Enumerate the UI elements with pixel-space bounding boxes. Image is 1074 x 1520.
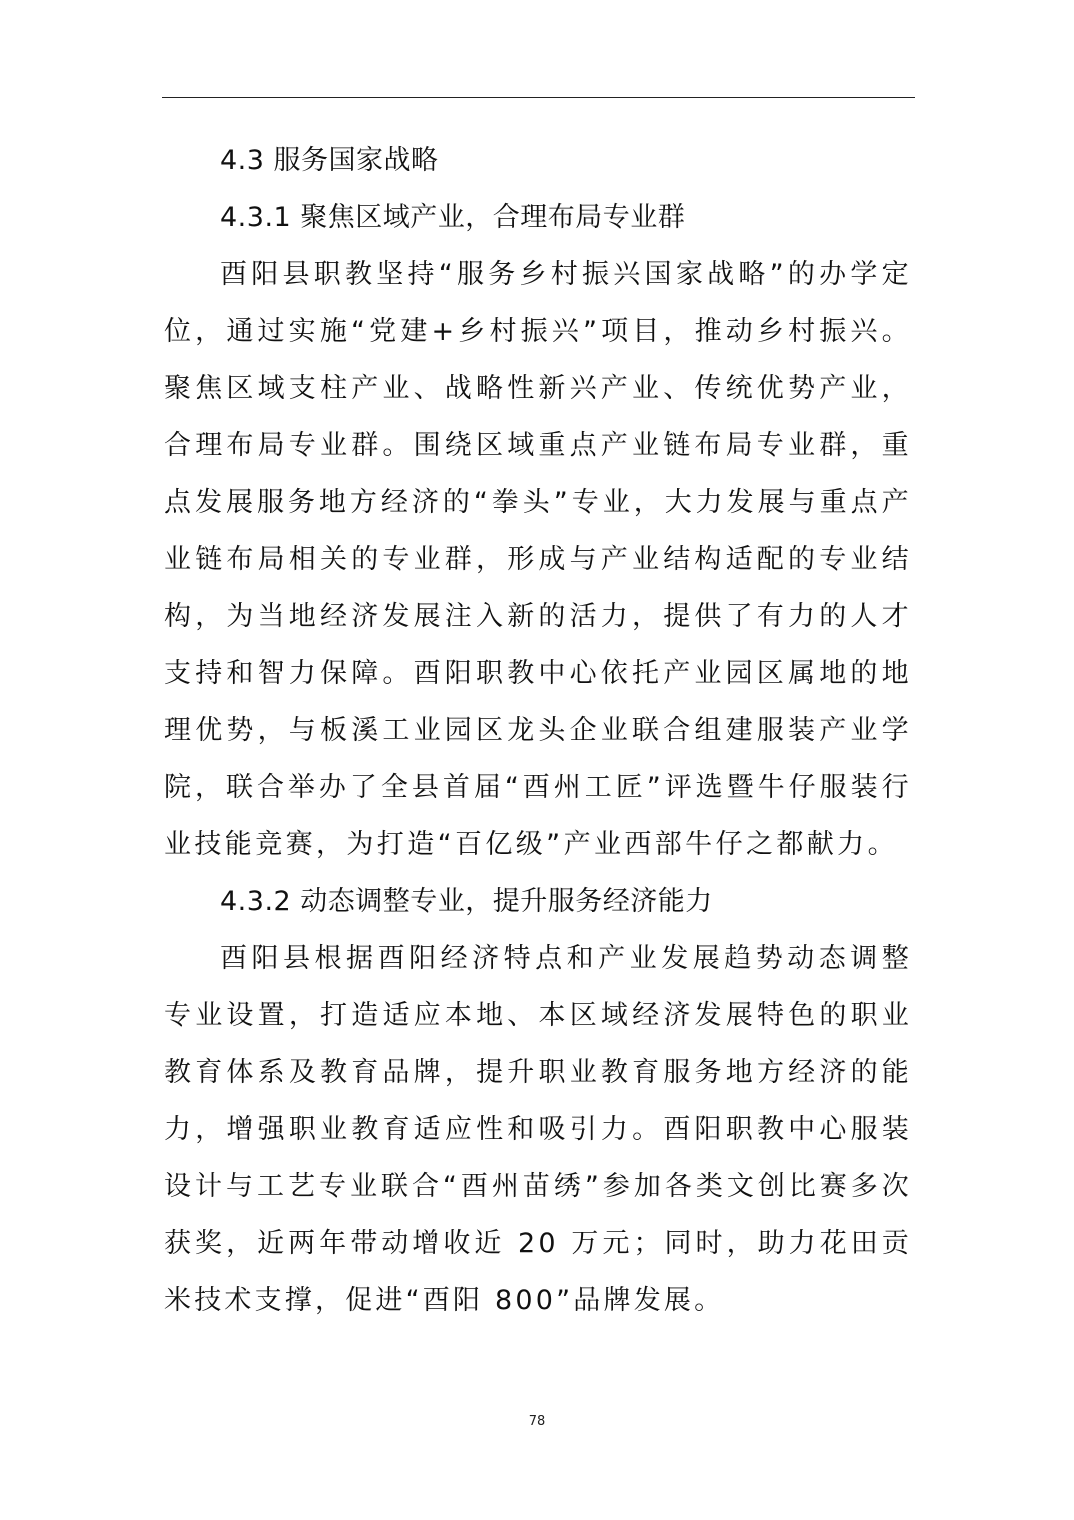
section-heading: 4.3 服务国家战略 xyxy=(220,145,439,176)
page-content xyxy=(164,132,912,1329)
header-rule xyxy=(162,97,915,98)
page-number: 78 xyxy=(528,1414,546,1429)
subsection-heading-2: 4.3.2 动态调整专业，提升服务经济能力 xyxy=(220,886,713,917)
subsection-heading-1: 4.3.1 聚焦区域产业，合理布局专业群 xyxy=(220,202,686,233)
subsection-paragraph-2: 酉阳县根据酉阳经济特点和产业发展趋势动态调整专业设置，打造适应本地、本区域经济发展特色的职业教育体系及教育品牌，提升职业教育服务地方经济的能力，增强职业教育适应性和吸引力。酉阳职教中心服装设计与工艺专业联合“酉州苗绣”参加各类文创比赛多次获奖，近两年带动增收近 20 万元；同时，助力花田贡米技术支撑，促进“酉阳 800”品牌发展。 xyxy=(164,943,912,1316)
subsection-paragraph-1: 酉阳县职教坚持“服务乡村振兴国家战略”的办学定位，通过实施“党建+乡村振兴”项目，推动乡村振兴。聚焦区域支柱产业、战略性新兴产业、传统优势产业，合理布局专业群。围绕区域重点产业链布局专业群，重点发展服务地方经济的“拳头”专业，大力发展与重点产业链布局相关的专业群，形成与产业结构适配的专业结构，为当地经济发展注入新的活力，提供了有力的人才支持和智力保障。酉阳职教中心依托产业园区属地的地理优势，与板溪工业园区龙头企业联合组建服装产业学院，联合举办了全县首届“酉州工匠”评选暨牛仔服装行业技能竞赛，为打造“百亿级”产业西部牛仔之都献力。 xyxy=(164,259,912,860)
